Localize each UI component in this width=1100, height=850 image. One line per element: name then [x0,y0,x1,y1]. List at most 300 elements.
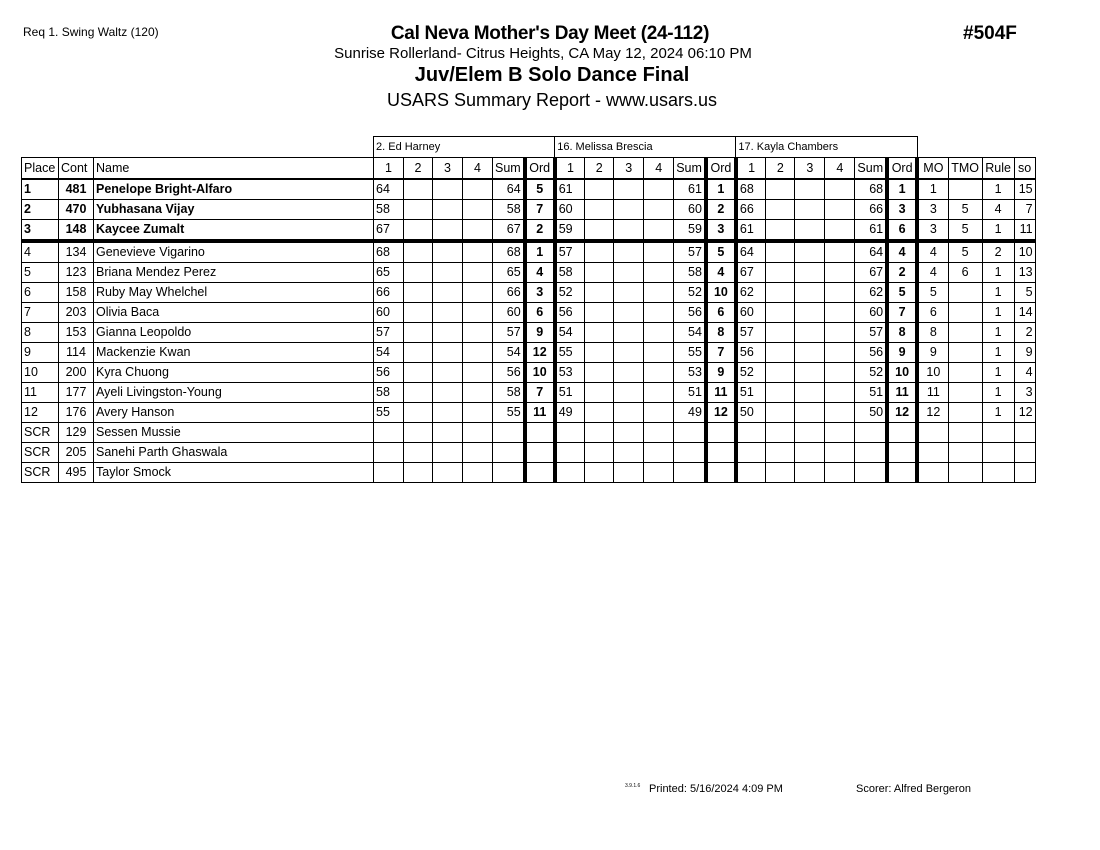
judge-3-sum-cell: 64 [855,241,887,263]
judge-1-fig3-cell [433,343,463,363]
tmo-cell: 5 [948,200,982,220]
judge-3-ord-cell: 11 [887,383,917,403]
judge-3-ord-cell: 9 [887,343,917,363]
col-j3-fig2: 2 [766,158,795,180]
judge-3-fig2-cell [766,283,795,303]
judge-1-fig3-cell [433,263,463,283]
skater-name-cell: Briana Mendez Perez [94,263,374,283]
judge-1-fig3-cell [433,200,463,220]
judge-1-sum-cell: 54 [493,343,525,363]
software-version: 3.9.1.6 [625,783,641,789]
judge-2-fig1-cell [555,443,585,463]
judge-2-fig2-cell [585,403,614,423]
col-j1-sum: Sum [493,158,525,180]
contestant-number-cell: 176 [59,403,94,423]
judge-3-fig2-cell [766,363,795,383]
judge-1-sum-cell: 67 [493,220,525,242]
judge-2-fig1-cell: 52 [555,283,585,303]
judge-2-sum-cell: 59 [674,220,706,242]
contestant-number-cell: 148 [59,220,94,242]
judge-header-row [22,137,1036,158]
judge-1-ord-cell: 7 [525,383,555,403]
rule-cell: 1 [982,343,1014,363]
table-row [22,463,1036,483]
tmo-cell [948,283,982,303]
judge-2-fig4-cell [644,263,674,283]
judge-3-fig2-cell [766,403,795,423]
judge-3-fig2-cell [766,423,795,443]
tmo-cell [948,383,982,403]
judge-1-fig1-cell: 65 [374,263,404,283]
judge-2-fig1-cell: 55 [555,343,585,363]
table-row [22,200,1036,220]
table-row [22,303,1036,323]
judge-3-fig1-cell [736,423,766,443]
skater-name-cell: Kaycee Zumalt [94,220,374,242]
mo-cell: 9 [917,343,948,363]
judge-3-fig4-cell [825,241,855,263]
judge-2-ord-cell: 5 [706,241,736,263]
judge-2-fig2-cell [585,323,614,343]
table-row [22,423,1036,443]
judge-1-fig2-cell [404,403,433,423]
judge-1-fig3-cell [433,220,463,242]
judge-2-fig4-cell [644,343,674,363]
rule-cell [982,443,1014,463]
mo-cell: 4 [917,263,948,283]
judge-3-sum-cell: 60 [855,303,887,323]
tmo-cell [948,179,982,200]
place-cell: 12 [22,403,59,423]
rule-cell [982,463,1014,483]
judge-3-sum-cell: 61 [855,220,887,242]
judge-1-fig2-cell [404,220,433,242]
col-j1-fig3: 3 [433,158,463,180]
judge-1-fig4-cell [463,200,493,220]
tmo-cell [948,403,982,423]
judge-1-fig2-cell [404,443,433,463]
judge-2-sum-cell: 54 [674,323,706,343]
judge-1-fig2-cell [404,283,433,303]
judge-2-fig4-cell [644,303,674,323]
judge-2-fig2-cell [585,423,614,443]
judge-3-sum-cell: 66 [855,200,887,220]
judge-3-fig3-cell [795,323,825,343]
mo-cell: 1 [917,179,948,200]
judge-3-label: 17. Kayla Chambers [736,137,917,158]
place-cell: 4 [22,241,59,263]
judge-2-fig1-cell: 54 [555,323,585,343]
judge-1-fig4-cell [463,283,493,303]
judge-1-fig4-cell [463,343,493,363]
skater-name-cell: Sessen Mussie [94,423,374,443]
judge-2-fig1-cell [555,423,585,443]
skater-name-cell: Sanehi Parth Ghaswala [94,443,374,463]
col-name: Name [94,158,374,180]
rule-cell: 1 [982,403,1014,423]
judge-2-fig4-cell [644,423,674,443]
tmo-cell [948,463,982,483]
col-j2-fig1: 1 [555,158,585,180]
judge-1-fig4-cell [463,403,493,423]
table-row [22,443,1036,463]
judge-2-fig2-cell [585,179,614,200]
judge-2-sum-cell: 61 [674,179,706,200]
judge-2-ord-cell: 9 [706,363,736,383]
tmo-cell [948,443,982,463]
table-row [22,263,1036,283]
judge-3-fig3-cell [795,200,825,220]
rule-cell: 1 [982,283,1014,303]
skater-name-cell: Penelope Bright-Alfaro [94,179,374,200]
rule-cell: 1 [982,383,1014,403]
place-cell: SCR [22,423,59,443]
judge-3-ord-cell: 7 [887,303,917,323]
judge-1-fig1-cell [374,463,404,483]
mo-cell: 3 [917,220,948,242]
judge-3-sum-cell: 62 [855,283,887,303]
place-cell: 7 [22,303,59,323]
mo-cell [917,423,948,443]
col-j2-sum: Sum [674,158,706,180]
col-rule: Rule [982,158,1014,180]
column-header-row [22,158,1036,180]
judge-1-ord-cell: 5 [525,179,555,200]
judge-3-fig2-cell [766,323,795,343]
judge-2-fig3-cell [614,343,644,363]
judge-3-fig4-cell [825,363,855,383]
judge-3-sum-cell: 68 [855,179,887,200]
judge-3-ord-cell: 4 [887,241,917,263]
results-table [21,136,1036,483]
judge-1-fig1-cell: 58 [374,383,404,403]
report-title: USARS Summary Report - www.usars.us [386,90,718,110]
judge-3-fig2-cell [766,200,795,220]
judge-3-fig3-cell [795,263,825,283]
judge-1-fig3-cell [433,363,463,383]
contestant-number-cell: 129 [59,423,94,443]
col-j1-fig2: 2 [404,158,433,180]
judge-1-fig1-cell: 55 [374,403,404,423]
so-cell: 4 [1014,363,1035,383]
contestant-number-cell: 134 [59,241,94,263]
judge-3-fig2-cell [766,220,795,242]
judge-2-sum-cell [674,423,706,443]
judge-2-sum-cell: 57 [674,241,706,263]
so-cell: 7 [1014,200,1035,220]
tmo-cell [948,423,982,443]
judge-2-fig2-cell [585,463,614,483]
judge-1-fig4-cell [463,179,493,200]
judge-2-fig1-cell: 60 [555,200,585,220]
table-row [22,179,1036,200]
mo-cell: 3 [917,200,948,220]
so-cell: 15 [1014,179,1035,200]
judge-1-fig2-cell [404,200,433,220]
tmo-cell: 5 [948,241,982,263]
judge-2-ord-cell: 11 [706,383,736,403]
judge-2-ord-cell: 12 [706,403,736,423]
judge-2-fig4-cell [644,443,674,463]
judge-1-sum-cell: 58 [493,200,525,220]
col-j3-ord: Ord [887,158,917,180]
judge-3-fig3-cell [795,443,825,463]
judge-2-fig3-cell [614,283,644,303]
judge-1-fig2-cell [404,363,433,383]
judge-2-fig4-cell [644,463,674,483]
judge-3-sum-cell: 50 [855,403,887,423]
so-cell: 12 [1014,403,1035,423]
col-j1-fig4: 4 [463,158,493,180]
judge-1-sum-cell: 68 [493,241,525,263]
judge-1-fig4-cell [463,241,493,263]
judge-2-ord-cell [706,443,736,463]
judge-2-sum-cell: 53 [674,363,706,383]
judge-2-fig2-cell [585,303,614,323]
judge-2-fig1-cell: 58 [555,263,585,283]
col-j1-fig1: 1 [374,158,404,180]
judge-1-fig3-cell [433,443,463,463]
judge-3-fig3-cell [795,303,825,323]
judge-3-fig4-cell [825,200,855,220]
judge-1-fig1-cell: 54 [374,343,404,363]
judge-3-fig1-cell: 57 [736,323,766,343]
judge-1-ord-cell: 12 [525,343,555,363]
judge-3-fig3-cell [795,463,825,483]
judge-3-ord-cell [887,463,917,483]
judge-3-fig4-cell [825,423,855,443]
judge-1-fig3-cell [433,423,463,443]
judge-3-ord-cell [887,423,917,443]
judge-2-sum-cell: 60 [674,200,706,220]
judge-2-fig3-cell [614,303,644,323]
judge-1-fig3-cell [433,283,463,303]
judge-3-sum-cell [855,443,887,463]
judge-2-ord-cell [706,423,736,443]
judge-2-fig2-cell [585,220,614,242]
tmo-cell [948,303,982,323]
col-j3-fig1: 1 [736,158,766,180]
judge-2-fig1-cell: 57 [555,241,585,263]
judge-2-fig2-cell [585,383,614,403]
skater-name-cell: Olivia Baca [94,303,374,323]
so-cell: 2 [1014,323,1035,343]
judge-1-fig2-cell [404,383,433,403]
judge-3-fig4-cell [825,283,855,303]
rule-cell: 1 [982,363,1014,383]
judge-3-fig4-cell [825,383,855,403]
judge-1-fig1-cell: 60 [374,303,404,323]
place-cell: 2 [22,200,59,220]
judge-2-fig3-cell [614,463,644,483]
judge-2-sum-cell: 51 [674,383,706,403]
so-cell: 10 [1014,241,1035,263]
rule-cell: 1 [982,179,1014,200]
judge-2-label: 16. Melissa Brescia [555,137,736,158]
judge-1-ord-cell: 6 [525,303,555,323]
so-cell [1014,423,1035,443]
judge-2-fig4-cell [644,241,674,263]
judge-3-ord-cell [887,443,917,463]
judge-2-sum-cell [674,443,706,463]
contestant-number-cell: 123 [59,263,94,283]
contestant-number-cell: 200 [59,363,94,383]
judge-1-fig2-cell [404,263,433,283]
tmo-cell [948,363,982,383]
judge-1-fig2-cell [404,241,433,263]
rule-cell: 2 [982,241,1014,263]
col-cont: Cont [59,158,94,180]
contestant-number-cell: 470 [59,200,94,220]
judge-3-fig1-cell: 66 [736,200,766,220]
col-j3-fig3: 3 [795,158,825,180]
table-row [22,241,1036,263]
judge-1-ord-cell: 7 [525,200,555,220]
judge-3-fig1-cell: 52 [736,363,766,383]
skater-name-cell: Ruby May Whelchel [94,283,374,303]
judge-3-fig3-cell [795,383,825,403]
rule-cell: 1 [982,303,1014,323]
judge-2-fig4-cell [644,283,674,303]
judge-2-ord-cell: 2 [706,200,736,220]
col-tmo: TMO [948,158,982,180]
judge-2-fig1-cell: 51 [555,383,585,403]
judge-3-fig2-cell [766,383,795,403]
judge-3-fig1-cell: 62 [736,283,766,303]
judge-1-fig3-cell [433,403,463,423]
judge-3-fig2-cell [766,241,795,263]
judge-1-fig2-cell [404,323,433,343]
judge-3-fig4-cell [825,343,855,363]
judge-2-fig2-cell [585,283,614,303]
judge-1-sum-cell: 58 [493,383,525,403]
judge-1-sum-cell: 56 [493,363,525,383]
judge-3-fig3-cell [795,220,825,242]
judge-1-sum-cell: 55 [493,403,525,423]
skater-name-cell: Yubhasana Vijay [94,200,374,220]
so-cell [1014,463,1035,483]
contestant-number-cell: 153 [59,323,94,343]
judge-3-fig4-cell [825,443,855,463]
judge-1-fig4-cell [463,443,493,463]
judge-2-ord-cell: 1 [706,179,736,200]
judge-1-fig1-cell [374,443,404,463]
contestant-number-cell: 177 [59,383,94,403]
place-cell: 11 [22,383,59,403]
judge-3-fig3-cell [795,179,825,200]
judge-2-ord-cell: 8 [706,323,736,343]
judge-2-fig4-cell [644,323,674,343]
judge-3-fig4-cell [825,403,855,423]
judge-2-fig3-cell [614,200,644,220]
mo-cell: 4 [917,241,948,263]
judge-3-fig3-cell [795,241,825,263]
col-place: Place [22,158,59,180]
judge-1-fig1-cell: 68 [374,241,404,263]
judge-3-fig4-cell [825,323,855,343]
mo-cell: 12 [917,403,948,423]
judge-3-sum-cell [855,423,887,443]
judge-2-ord-cell: 7 [706,343,736,363]
judge-2-fig2-cell [585,343,614,363]
judge-3-sum-cell [855,463,887,483]
place-cell: SCR [22,443,59,463]
mo-cell: 10 [917,363,948,383]
table-row [22,220,1036,242]
judge-2-sum-cell: 52 [674,283,706,303]
judge-2-fig2-cell [585,363,614,383]
judge-1-fig4-cell [463,323,493,343]
rule-cell: 1 [982,323,1014,343]
judge-1-ord-cell: 10 [525,363,555,383]
judge-3-fig2-cell [766,263,795,283]
col-j2-ord: Ord [706,158,736,180]
rule-cell: 4 [982,200,1014,220]
judge-3-fig1-cell: 60 [736,303,766,323]
judge-1-fig1-cell: 67 [374,220,404,242]
judge-3-fig1-cell: 64 [736,241,766,263]
judge-2-fig2-cell [585,263,614,283]
judge-3-ord-cell: 12 [887,403,917,423]
judge-1-fig2-cell [404,463,433,483]
col-so: so [1014,158,1035,180]
so-cell: 11 [1014,220,1035,242]
judge-2-fig3-cell [614,383,644,403]
judge-3-fig1-cell: 50 [736,403,766,423]
tmo-cell: 6 [948,263,982,283]
judge-1-fig2-cell [404,179,433,200]
skater-name-cell: Avery Hanson [94,403,374,423]
table-row [22,363,1036,383]
judge-2-fig1-cell: 59 [555,220,585,242]
place-cell: 9 [22,343,59,363]
judge-1-fig1-cell: 64 [374,179,404,200]
judge-1-ord-cell: 1 [525,241,555,263]
judge-1-ord-cell [525,423,555,443]
meet-title: Cal Neva Mother's Day Meet (24-112) [390,23,710,44]
place-cell: 8 [22,323,59,343]
judge-2-fig1-cell [555,463,585,483]
judge-3-fig4-cell [825,220,855,242]
tmo-cell [948,323,982,343]
judge-2-fig4-cell [644,200,674,220]
contestant-number-cell: 203 [59,303,94,323]
judge-1-fig4-cell [463,303,493,323]
table-row [22,403,1036,423]
place-cell: 1 [22,179,59,200]
judge-2-fig3-cell [614,179,644,200]
judge-1-fig2-cell [404,303,433,323]
judge-1-ord-cell: 2 [525,220,555,242]
table-row [22,283,1036,303]
judge-1-sum-cell: 57 [493,323,525,343]
judge-1-fig3-cell [433,463,463,483]
mo-cell: 8 [917,323,948,343]
table-row [22,343,1036,363]
judge-1-fig1-cell: 66 [374,283,404,303]
judge-2-ord-cell [706,463,736,483]
judge-2-fig3-cell [614,363,644,383]
judge-1-sum-cell [493,463,525,483]
judge-1-fig4-cell [463,383,493,403]
judge-1-fig3-cell [433,241,463,263]
judge-2-fig3-cell [614,423,644,443]
place-cell: SCR [22,463,59,483]
judge-1-fig4-cell [463,263,493,283]
judge-1-ord-cell: 4 [525,263,555,283]
judge-1-sum-cell: 65 [493,263,525,283]
judge-1-fig4-cell [463,423,493,443]
